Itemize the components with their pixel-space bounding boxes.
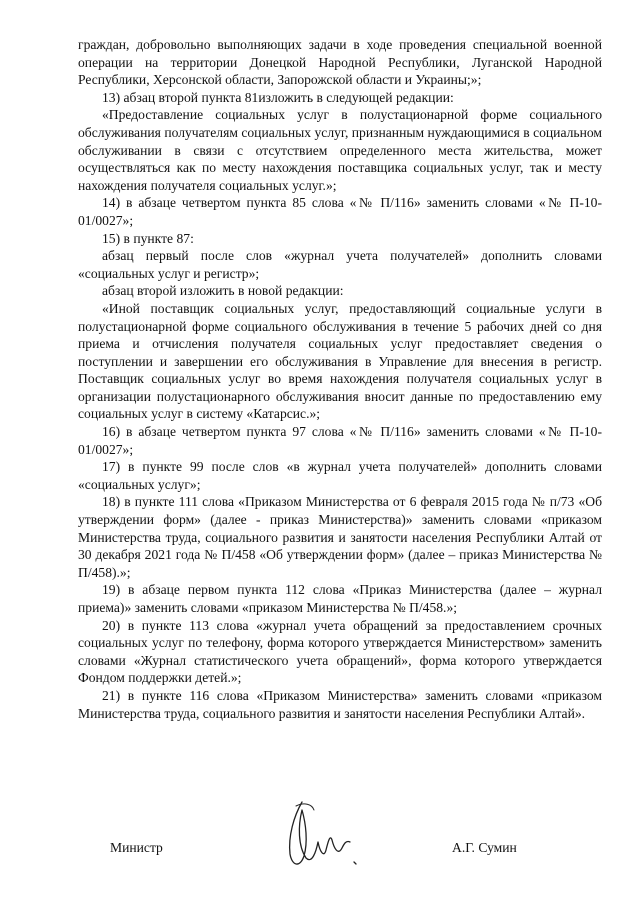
paragraph-item-15: 15) в пункте 87: xyxy=(102,230,194,246)
paragraph-item-21: 21) в пункте 116 слова «Приказом Министерства» заменить словами «приказом Министерства труда, социального развития и занятости населения Республики Алтай». xyxy=(78,687,602,721)
paragraph-item-20: 20) в пункте 113 слова «журнал учета обращений за предоставлением срочных социальных услуг по телефону, форма которого утверждается Министерством» заменить словами «Журнал статистического учета обращений», форма которого утверждается Фондом поддержки детей.»; xyxy=(78,617,602,686)
paragraph-item-15-text: «Иной поставщик социальных услуг, предоставляющий социальные услуги в полустационарной форме социального обслуживания в течение 5 рабочих дней со дня приема и отчисления получателя социальных услуг предоставляет сведения о поступлении и завершении его обслуживания в Управление для внесения в регистр. Поставщик социальных услуг во время нахождения получателя социальных услуг в организации полустационарного обслуживания вносит данные по предоставлению ему социальных услуг в систему «Катарсис.»; xyxy=(78,300,602,422)
paragraph-item-19: 19) в абзаце первом пункта 112 слова «Приказ Министерства (далее – журнал приема)» заменить словами «приказом Министерства № П/458.»; xyxy=(78,582,602,615)
signatory-title: Министр xyxy=(110,840,163,855)
document-body xyxy=(78,36,602,722)
paragraph-item-16: 16) в абзаце четвертом пункта 97 слова «№ П/116» заменить словами «№ П-10-01/0027»; xyxy=(78,424,602,457)
paragraph-item-15-second: абзац второй изложить в новой редакции: xyxy=(102,283,344,299)
paragraph-item-17: 17) в пункте 99 после слов «в журнал учета получателей» дополнить словами «социальных услуг»; xyxy=(78,459,602,492)
paragraph-item-14: 14) в абзаце четвертом пункта 85 слова «№ П/116» заменить словами «№ П-10-01/0027»; xyxy=(78,195,602,228)
paragraph-item-13-text: «Предоставление социальных услуг в полустационарной форме социального обслуживания получателям социальных услуг, признанным нуждающимися в социальном обслуживании в связи с отсутствием определенного места жительства, может осуществляться как по месту нахождения поставщика социальных услуг, так и месту нахождения получателя социальных услуг.»; xyxy=(78,107,602,193)
paragraph-item-13: 13) абзац второй пункта 81изложить в следующей редакции: xyxy=(102,89,454,105)
handwritten-signature xyxy=(268,796,378,876)
paragraph-item-15-first: абзац первый после слов «журнал учета получателей» дополнить словами «социальных услуг и регистр»; xyxy=(78,248,602,281)
paragraph-item-18: 18) в пункте 111 слова «Приказом Министерства от 6 февраля 2015 года № п/73 «Об утверждении форм» (далее - приказ Министерства)» заменить словами «приказом Министерства труда, социального развития и занятости населения Республики Алтай от 30 декабря 2021 года № П/458 «Об утверждении форм» (далее – приказ Министерства № П/458).»; xyxy=(78,494,602,580)
signature-block xyxy=(0,832,640,902)
signatory-name: А.Г. Сумин xyxy=(452,840,517,855)
paragraph-continuation: граждан, добровольно выполняющих задачи в ходе проведения специальной военной операции на территории Донецкой Народной Республики, Луганской Народной Республики, Херсонской области, Запорожской области и Украины;»; xyxy=(78,37,602,88)
